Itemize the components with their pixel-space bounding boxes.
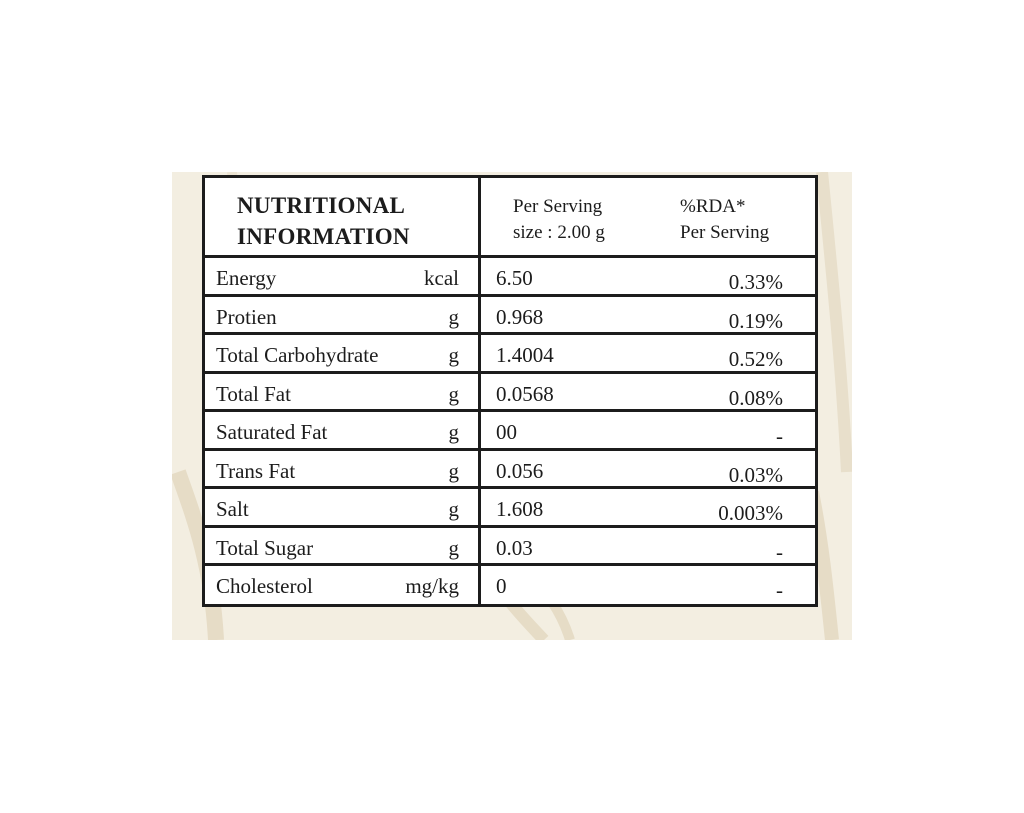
nutrient-name: Protien — [216, 304, 277, 329]
nutrient-unit: g — [448, 497, 459, 521]
nutrient-value: 0 — [496, 574, 507, 598]
nutrient-unit: g — [448, 458, 459, 483]
nutrient-name: Total Carbohydrate — [216, 343, 379, 367]
nutrient-value: 1.608 — [496, 497, 544, 521]
rda-header — [680, 194, 769, 246]
table-row — [205, 412, 815, 451]
nutrient-name: Saturated Fat — [216, 420, 328, 444]
table-row — [205, 451, 815, 490]
nutrient-name: Energy — [216, 266, 277, 290]
nutrient-name: Total Sugar — [216, 535, 314, 560]
nutrient-unit: mg/kg — [405, 574, 459, 598]
nutrient-rda: - — [776, 578, 783, 602]
table-row — [205, 297, 815, 336]
nutrient-value: 1.4004 — [496, 343, 554, 367]
nutrient-rda: 0.33% — [728, 270, 783, 294]
nutrient-value: 0.0568 — [496, 381, 554, 406]
nutrient-value: 0.03 — [496, 535, 533, 560]
table-row — [205, 566, 815, 605]
nutrient-unit: g — [448, 304, 459, 329]
title-line-1: NUTRITIONAL — [237, 193, 406, 218]
table-row — [205, 374, 815, 413]
nutrient-unit: g — [448, 381, 459, 406]
table-row — [205, 258, 815, 297]
nutrient-rda: 0.003% — [718, 501, 783, 525]
per-serving-line-1: Per Serving — [513, 196, 603, 217]
nutrient-value: 6.50 — [496, 266, 533, 290]
nutrient-unit: g — [448, 535, 459, 560]
table-row — [205, 335, 815, 374]
nutrient-unit: g — [448, 420, 459, 444]
nutrient-name: Trans Fat — [216, 458, 296, 483]
table-title — [237, 190, 410, 252]
table-row — [205, 489, 815, 528]
table-row — [205, 528, 815, 567]
per-serving-line-2: size : 2.00 g — [513, 222, 605, 243]
nutrient-value: 0.968 — [496, 304, 544, 329]
nutrient-name: Salt — [216, 497, 249, 521]
table-body — [205, 258, 815, 605]
nutrient-name: Total Fat — [216, 381, 291, 406]
nutrient-rda: - — [776, 539, 783, 564]
nutrient-unit: g — [448, 343, 459, 367]
nutrient-rda: 0.08% — [728, 385, 783, 410]
nutrient-rda: 0.03% — [728, 462, 783, 487]
nutrient-value: 00 — [496, 420, 517, 444]
nutrient-unit: kcal — [424, 266, 459, 290]
nutrient-rda: - — [776, 424, 783, 448]
per-serving-header — [513, 194, 605, 246]
table-header — [205, 178, 815, 258]
nutrient-value: 0.056 — [496, 458, 544, 483]
title-line-2: INFORMATION — [237, 224, 410, 249]
nutrient-name: Cholesterol — [216, 574, 313, 598]
nutrient-rda: 0.52% — [728, 347, 783, 371]
rda-line-2: Per Serving — [680, 222, 770, 243]
rda-line-1: %RDA* — [680, 196, 746, 217]
nutrient-rda: 0.19% — [728, 308, 783, 333]
nutrition-table — [202, 175, 818, 607]
